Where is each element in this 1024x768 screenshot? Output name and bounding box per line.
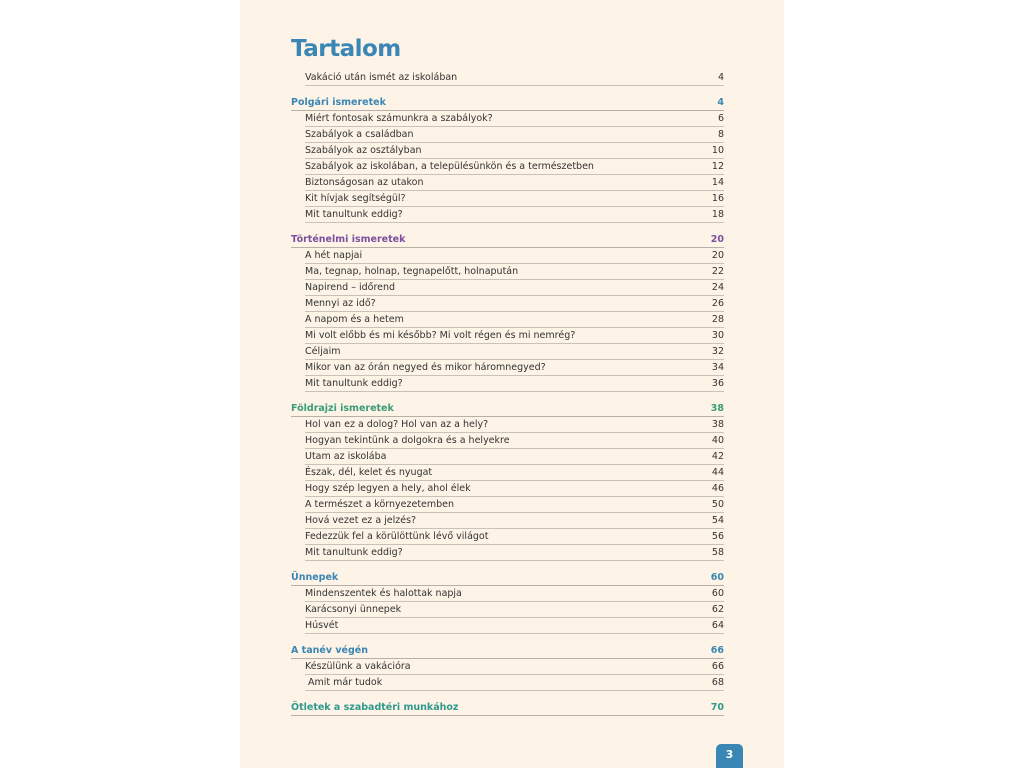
toc-entry-label: Kit hívjak segítségül? [305, 193, 406, 204]
toc-section-label: Ünnepek [291, 572, 339, 583]
toc-entry[interactable] [305, 497, 724, 513]
toc-entry[interactable] [305, 159, 724, 175]
toc-entry-label: Mit tanultunk eddig? [305, 378, 403, 389]
toc-section-page: 4 [717, 97, 724, 108]
toc-section-heading[interactable] [291, 401, 724, 417]
toc-entry[interactable] [305, 433, 724, 449]
toc-entry-label: Napirend – időrend [305, 282, 396, 293]
toc-entry-page: 36 [711, 378, 724, 389]
toc-entry-page: 30 [711, 330, 724, 341]
toc-entry[interactable] [305, 328, 724, 344]
toc-entry-page: 34 [711, 362, 724, 373]
toc-entry-page: 10 [711, 145, 724, 156]
toc-entry[interactable] [305, 618, 724, 634]
toc-entry-page: 50 [711, 499, 724, 510]
toc-section-label: Történelmi ismeretek [291, 234, 406, 245]
toc-entry-label: A természet a környezetemben [305, 499, 455, 510]
toc-section-heading[interactable] [291, 95, 724, 111]
toc-entry-label: Vakáció után ismét az iskolában [305, 72, 458, 83]
toc-entry-page: 54 [711, 515, 724, 526]
toc-entry-page: 42 [711, 451, 724, 462]
book-page [240, 0, 784, 768]
toc-entry[interactable] [305, 545, 724, 561]
toc-entry-page: 20 [711, 250, 724, 261]
toc-entry-page: 56 [711, 531, 724, 542]
toc-entry-page: 32 [711, 346, 724, 357]
toc-entry-label: Hogyan tekintünk a dolgokra és a helyekre [305, 435, 510, 446]
toc-entry[interactable] [305, 465, 724, 481]
toc-entry-page: 4 [717, 72, 724, 83]
toc-section-page: 60 [710, 572, 724, 583]
toc-entry[interactable] [305, 675, 724, 691]
toc-section-label: Polgári ismeretek [291, 97, 386, 108]
toc-entry-label: Mindenszentek és halottak napja [305, 588, 462, 599]
toc-entry-label: Készülünk a vakációra [305, 661, 411, 672]
toc-section-page: 20 [710, 234, 724, 245]
toc-entry-page: 22 [711, 266, 724, 277]
toc-entry-label: Biztonságosan az utakon [305, 177, 424, 188]
toc-entry[interactable] [305, 481, 724, 497]
toc-entry-label: Mit tanultunk eddig? [305, 547, 403, 558]
toc-entry-label: Céljaim [305, 346, 341, 357]
toc-entry-page: 14 [711, 177, 724, 188]
toc-entry[interactable] [305, 207, 724, 223]
toc-entry-page: 24 [711, 282, 724, 293]
toc-entry-label: Észak, dél, kelet és nyugat [305, 467, 433, 478]
toc-entry[interactable] [305, 127, 724, 143]
toc-section-heading[interactable] [291, 643, 724, 659]
toc-entry-label: Mi volt előbb és mi később? Mi volt régen és mi nemrég? [305, 330, 576, 341]
toc-entry[interactable] [305, 417, 724, 433]
toc-entry-page: 26 [711, 298, 724, 309]
toc-entry-label: Szabályok a családban [305, 129, 414, 140]
toc-entry[interactable] [305, 360, 724, 376]
toc-entry[interactable] [305, 70, 724, 86]
toc-entry-page: 12 [711, 161, 724, 172]
page-title: Tartalom [291, 36, 401, 62]
toc-entry[interactable] [305, 175, 724, 191]
toc-entry-page: 64 [711, 620, 724, 631]
toc-entry[interactable] [305, 586, 724, 602]
toc-entry[interactable] [305, 529, 724, 545]
toc-entry-label: A napom és a hetem [305, 314, 404, 325]
toc-entry-page: 16 [711, 193, 724, 204]
toc-entry-label: Hogy szép legyen a hely, ahol élek [305, 483, 471, 494]
toc-entry-label: Ma, tegnap, holnap, tegnapelőtt, holnapután [305, 266, 519, 277]
toc-entry-label: Hová vezet ez a jelzés? [305, 515, 417, 526]
toc-entry[interactable] [305, 264, 724, 280]
toc-section-page: 38 [710, 403, 724, 414]
toc-section-label: A tanév végén [291, 645, 368, 656]
toc-entry[interactable] [305, 296, 724, 312]
toc-entry-label: Szabályok az osztályban [305, 145, 422, 156]
toc-entry-page: 44 [711, 467, 724, 478]
toc-entry[interactable] [305, 659, 724, 675]
table-of-contents [291, 70, 724, 716]
toc-entry[interactable] [305, 143, 724, 159]
toc-entry[interactable] [305, 312, 724, 328]
toc-entry[interactable] [305, 513, 724, 529]
toc-section-label: Földrajzi ismeretek [291, 403, 394, 414]
page-number: 3 [716, 744, 743, 768]
toc-entry-page: 46 [711, 483, 724, 494]
toc-entry-label: Mikor van az órán negyed és mikor háromnegyed? [305, 362, 546, 373]
toc-entry-label: Amit már tudok [305, 677, 383, 688]
toc-entry-label: Szabályok az iskolában, a településünkön és a természetben [305, 161, 594, 172]
toc-entry-label: Karácsonyi ünnepek [305, 604, 402, 615]
toc-section-heading[interactable] [291, 570, 724, 586]
toc-section-page: 70 [710, 702, 724, 713]
toc-section-heading[interactable] [291, 700, 724, 716]
toc-entry-page: 40 [711, 435, 724, 446]
toc-entry-page: 68 [711, 677, 724, 688]
toc-entry-page: 60 [711, 588, 724, 599]
toc-entry-page: 66 [711, 661, 724, 672]
toc-entry-label: Húsvét [305, 620, 339, 631]
toc-entry-label: Utam az iskolába [305, 451, 387, 462]
toc-entry-page: 18 [711, 209, 724, 220]
toc-section-label: Ötletek a szabadtéri munkához [291, 702, 459, 713]
toc-entry-label: Miért fontosak számunkra a szabályok? [305, 113, 493, 124]
toc-entry[interactable] [305, 191, 724, 207]
toc-entry-label: Mit tanultunk eddig? [305, 209, 403, 220]
toc-entry-page: 62 [711, 604, 724, 615]
toc-entry[interactable] [305, 344, 724, 360]
toc-entry-label: Hol van ez a dolog? Hol van az a hely? [305, 419, 489, 430]
toc-entry-page: 6 [717, 113, 724, 124]
toc-entry[interactable] [305, 248, 724, 264]
toc-entry-page: 8 [717, 129, 724, 140]
toc-entry-page: 58 [711, 547, 724, 558]
toc-entry-page: 28 [711, 314, 724, 325]
toc-entry[interactable] [305, 376, 724, 392]
toc-entry[interactable] [305, 111, 724, 127]
toc-entry-label: Mennyi az idő? [305, 298, 376, 309]
toc-entry[interactable] [305, 602, 724, 618]
toc-entry-page: 38 [711, 419, 724, 430]
toc-section-page: 66 [710, 645, 724, 656]
toc-section-heading[interactable] [291, 232, 724, 248]
toc-entry-label: Fedezzük fel a körülöttünk lévő világot [305, 531, 489, 542]
toc-entry[interactable] [305, 280, 724, 296]
toc-entry[interactable] [305, 449, 724, 465]
toc-entry-label: A hét napjai [305, 250, 363, 261]
